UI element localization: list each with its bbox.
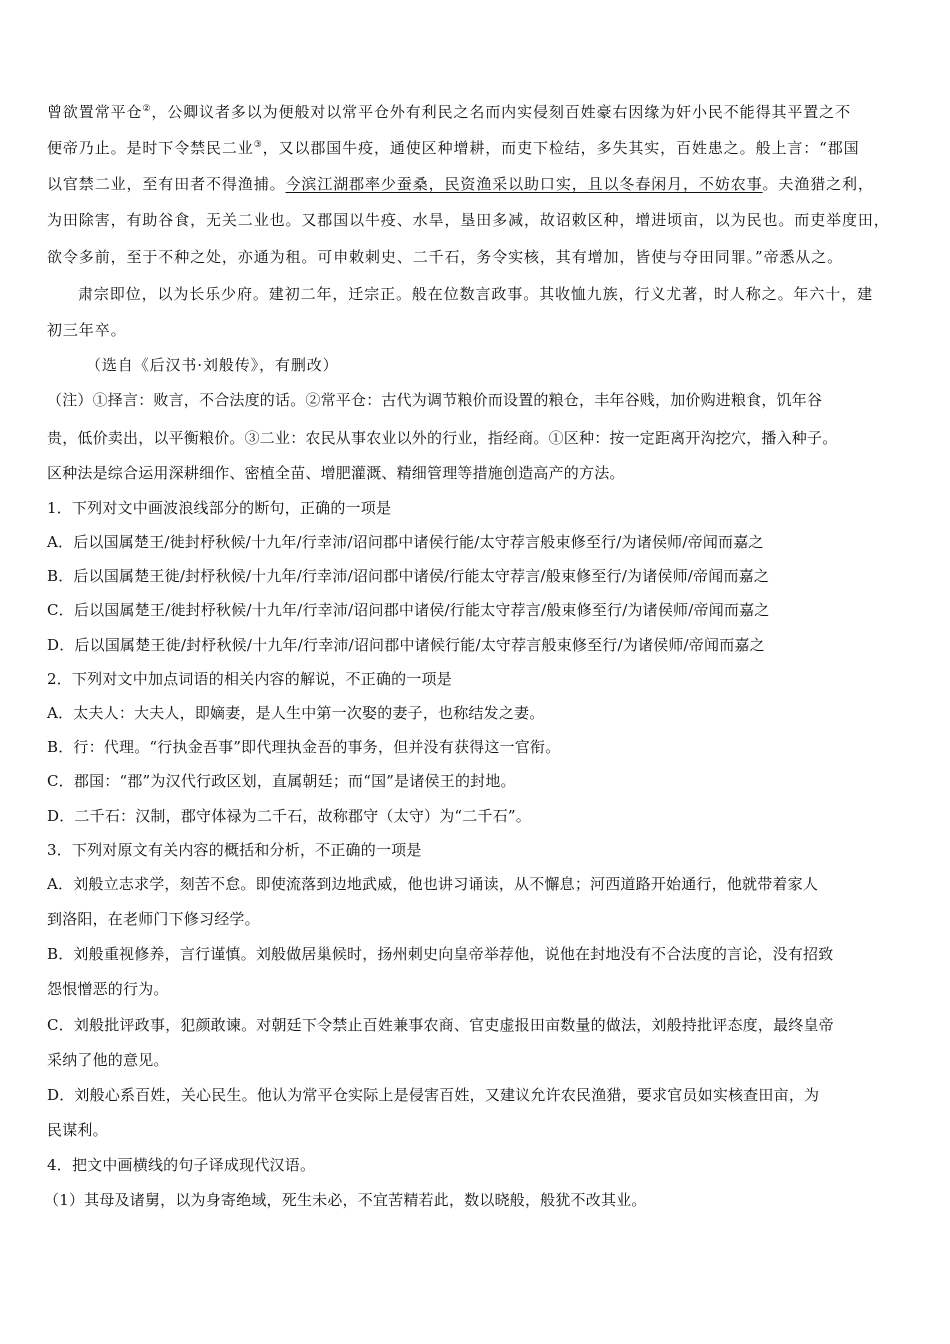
question-1-option-d: D．后以国属楚王徙/封杼秋候/十九年/行幸沛/诏问郡中诸候行能/太守荐言般束修至行/为诸侯师/帝闻而嘉之 xyxy=(47,636,765,654)
passage-text: 以官禁二业，至有田者不得渔捕。 xyxy=(47,175,286,193)
passage-line-3 xyxy=(47,174,907,194)
question-2-option-b: B．行：代理。“行执金吾事”即代理执金吾的事务，但并没有获得这一官衔。 xyxy=(47,738,561,756)
passage-line-5: 欲令多前，至于不种之处，亦通为租。可申敕刺史、二千石，务令实核，其有增加，皆使与夺田同罪。”帝悉从之。 xyxy=(47,248,844,266)
passage-source: （选自《后汉书·刘般传》，有删改） xyxy=(86,356,339,374)
question-1-option-a: A．后以国属楚王/徙封杼秋候/十九年/行幸沛/诏问郡中诸侯行能/太守荐言般束修至行/为诸侯师/帝闻而嘉之 xyxy=(47,533,764,551)
question-2-option-c: C．郡国：“郡”为汉代行政区划，直属朝廷；而“国”是诸侯王的封地。 xyxy=(47,772,516,790)
underlined-sentence: 今滨江湖郡率少蚕桑，民资渔采以助口实，且以冬春闲月，不妨农事 xyxy=(285,175,763,193)
question-3-option-b-line-2: 怨恨憎恶的行为。 xyxy=(47,980,169,998)
passage-line-1 xyxy=(47,102,907,122)
question-4-stem: 4．把文中画横线的句子译成现代汉语。 xyxy=(47,1156,316,1174)
notes-line-1: （注）①择言：败言，不合法度的话。②常平仓：古代为调节粮价而设置的粮仓，丰年谷贱，加价购进粮食，饥年谷 xyxy=(47,391,823,409)
question-2-stem: 2．下列对文中加点词语的相关内容的解说，不正确的一项是 xyxy=(47,670,452,688)
question-3-option-d-line-2: 民谋利。 xyxy=(47,1121,108,1139)
passage-line-6: 肃宗即位，以为长乐少府。建初二年，迁宗正。般在位数言政事。其收恤九族，行义尤著，时人称之。年六十，建 xyxy=(78,285,874,303)
question-3-option-c-line-2: 采纳了他的意见。 xyxy=(47,1051,169,1069)
passage-text: 。夫渔猎之利， xyxy=(762,175,874,193)
question-1-stem: 1．下列对文中画波浪线部分的断句，正确的一项是 xyxy=(47,499,392,517)
question-3-option-d-line-1: D．刘般心系百姓，关心民生。他认为常平仓实际上是侵害百姓，又建议允许农民渔猎，要求官员如实核查田亩，为 xyxy=(47,1086,820,1104)
notes-line-3: 区种法是综合运用深耕细作、密植全苗、增肥灌溉、精细管理等措施创造高产的方法。 xyxy=(47,464,625,482)
passage-text: 曾欲置常平仓 xyxy=(47,103,143,121)
question-3-option-a-line-2: 到洛阳，在老师门下修习经学。 xyxy=(47,910,260,928)
footnote-marker: ③ xyxy=(253,140,263,150)
question-3-option-b-line-1: B．刘般重视修养，言行谨慎。刘般做居巢候时，扬州刺史向皇帝举荐他，说他在封地没有不合法度的言论，没有招致 xyxy=(47,945,834,963)
question-3-option-c-line-1: C．刘般批评政事，犯颜敢谏。对朝廷下令禁止百姓兼事农商、官吏虚报田亩数量的做法，刘般持批评态度，最终皇帝 xyxy=(47,1016,834,1034)
passage-line-4: 为田除害，有助谷食，无关二业也。又郡国以牛疫、水旱，垦田多减，故诏敕区种，增进顷亩，以为民也。而吏举度田， xyxy=(47,211,890,229)
question-1-option-b: B．后以国属楚王徙/封杼秋候/十九年/行幸沛/诏问郡中诸侯/行能太守荐言/般束修至行/为诸侯师/帝闻而嘉之 xyxy=(47,567,770,585)
question-2-option-a: A．太夫人：大夫人，即嫡妻，是人生中第一次娶的妻子，也称结发之妻。 xyxy=(47,704,545,722)
notes-line-2: 贵，低价卖出，以平衡粮价。③二业：农民从事农业以外的行业，指经商。①区种：按一定距离开沟挖穴，播入种子。 xyxy=(47,429,838,447)
passage-text: ，公卿议者多以为便般对以常平仓外有利民之名而内实侵刻百姓豪右因缘为奸小民不能得其平置之不 xyxy=(151,103,851,121)
passage-line-2 xyxy=(47,138,907,158)
question-4-sentence-1: （1）其母及诸舅，以为身寄绝域，死生未必，不宜苦精若此，数以晓般，般犹不改其业。 xyxy=(44,1191,647,1209)
passage-text: ，又以郡国牛疫，通使区种增耕，而吏下检结，多失其实，百姓患之。般上言：“郡国 xyxy=(262,139,860,157)
footnote-marker: ② xyxy=(142,104,152,114)
question-2-option-d: D．二千石：汉制，郡守体禄为二千石，故称郡守（太守）为“二千石”。 xyxy=(47,807,531,825)
question-3-option-a-line-1: A．刘般立志求学，刻苦不怠。即使流落到边地武威，他也讲习诵读，从不懈息；河西道路开始通行，他就带着家人 xyxy=(47,875,819,893)
passage-text: 便帝乃止。是时下令禁民二业 xyxy=(47,139,254,157)
passage-line-7: 初三年卒。 xyxy=(47,321,127,339)
question-1-option-c: C．后以国属楚王/徙封杼秋候/十九年/行幸沛/诏问郡中诸侯/行能太守荐言/般束修至行/为诸侯师/帝闻而嘉之 xyxy=(47,601,770,619)
question-3-stem: 3．下列对原文有关内容的概括和分析，不正确的一项是 xyxy=(47,841,422,859)
